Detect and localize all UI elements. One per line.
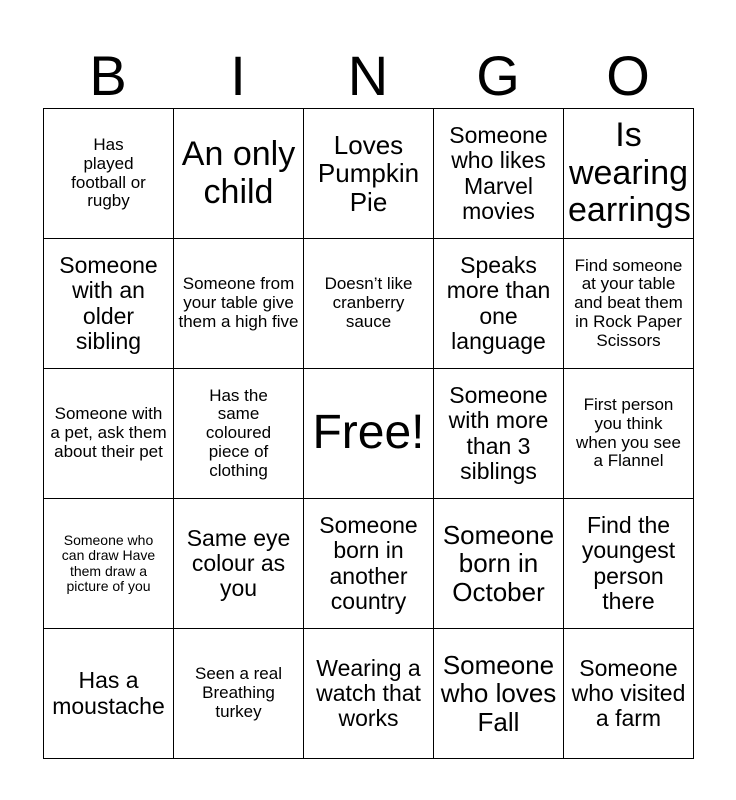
board-row bbox=[44, 109, 694, 239]
cell-text: Has played football or rugby bbox=[71, 135, 146, 211]
header-letter-n: N bbox=[347, 44, 389, 107]
bingo-cell[interactable]: Someone who likes Marvel movies bbox=[434, 109, 564, 239]
board-row bbox=[44, 239, 694, 369]
bingo-cell[interactable]: Speaks more than one language bbox=[434, 239, 564, 369]
header-letter-o: O bbox=[606, 44, 650, 107]
bingo-cell[interactable]: Someone born in October bbox=[434, 499, 564, 629]
bingo-cell[interactable] bbox=[44, 109, 174, 239]
bingo-cell[interactable] bbox=[174, 369, 304, 499]
bingo-cell[interactable]: Someone from your table give them a high five bbox=[174, 239, 304, 369]
free-space-cell[interactable]: Free! bbox=[304, 369, 434, 499]
bingo-cell[interactable]: Someone who loves Fall bbox=[434, 629, 564, 759]
bingo-cell[interactable]: An only child bbox=[174, 109, 304, 239]
header-letter-g: G bbox=[476, 44, 520, 107]
board-row bbox=[44, 369, 694, 499]
bingo-cell[interactable] bbox=[44, 499, 174, 629]
bingo-cell[interactable] bbox=[304, 239, 434, 369]
bingo-cell[interactable]: Wearing a watch that works bbox=[304, 629, 434, 759]
cell-text: Doesn’t like cranberry sauce bbox=[324, 274, 413, 331]
bingo-cell[interactable]: Loves Pumpkin Pie bbox=[304, 109, 434, 239]
bingo-cell[interactable]: Someone with a pet, ask them about their pet bbox=[44, 369, 174, 499]
bingo-cell[interactable]: Find someone at your table and beat them in Rock Paper Scissors bbox=[564, 239, 694, 369]
bingo-cell[interactable]: Is wearing earrings bbox=[564, 109, 694, 239]
cell-text: Seen a real Breathing turkey bbox=[195, 664, 282, 721]
cell-text: Has the same coloured piece of clothing bbox=[205, 385, 272, 480]
bingo-cell[interactable]: Someone born in another country bbox=[304, 499, 434, 629]
bingo-cell[interactable]: Someone with more than 3 siblings bbox=[434, 369, 564, 499]
bingo-cell[interactable]: Has a moustache bbox=[44, 629, 174, 759]
bingo-cell[interactable]: Someone with an older sibling bbox=[44, 239, 174, 369]
cell-text: First person you think when you see a Flannel bbox=[576, 395, 681, 471]
board-row bbox=[44, 499, 694, 629]
bingo-cell[interactable]: Find the youngest person there bbox=[564, 499, 694, 629]
bingo-cell[interactable] bbox=[174, 629, 304, 759]
bingo-cell[interactable] bbox=[564, 369, 694, 499]
bingo-header bbox=[43, 44, 693, 108]
header-letter-b: B bbox=[89, 44, 127, 107]
bingo-cell[interactable]: Same eye colour as you bbox=[174, 499, 304, 629]
header-letter-i: I bbox=[230, 44, 246, 107]
bingo-cell[interactable]: Someone who visited a farm bbox=[564, 629, 694, 759]
board-row bbox=[44, 629, 694, 759]
cell-text: Someone who can draw Have them draw a picture of you bbox=[61, 531, 156, 594]
bingo-board bbox=[43, 108, 694, 759]
